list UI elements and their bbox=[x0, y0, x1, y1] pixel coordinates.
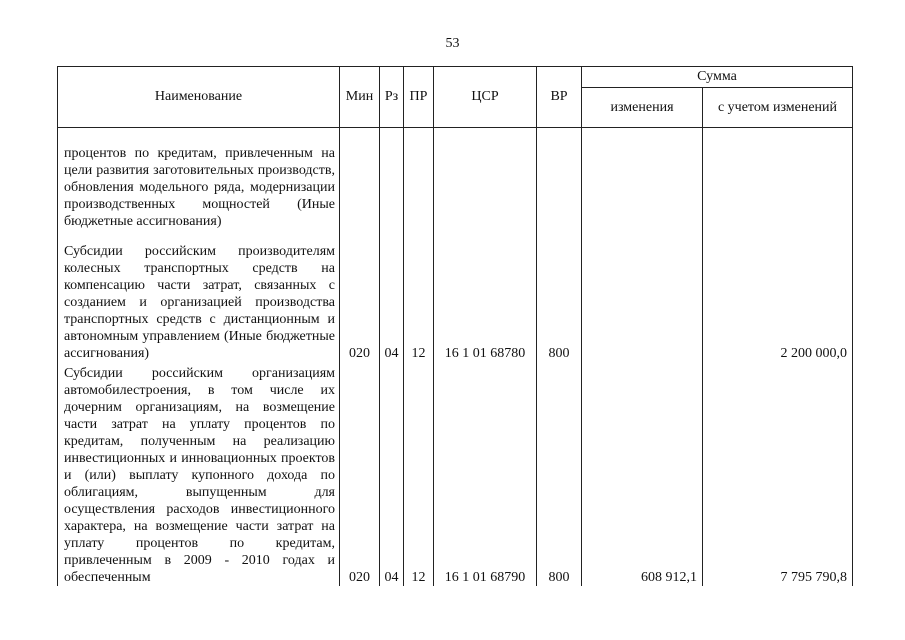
row-pr bbox=[404, 128, 434, 231]
table-row bbox=[58, 230, 853, 362]
row-min bbox=[340, 128, 380, 231]
row-csr: 16 1 01 68790 bbox=[434, 362, 537, 586]
row-name: Субсидии российским организациям автомобилестроения, в том числе их дочерним организациям, на возмещение части затрат на уплату процентов по кредитам, полученным на реализацию инвестиционных и инновационных проектов и (или) выплату купонного дохода по облигациям, выпущенным для осуществления расходов инвестиционного характера, на возмещение части затрат на уплату процентов по кредитам, привлеченным в 2009 - 2010 годах и обеспеченным bbox=[64, 366, 335, 585]
table-row bbox=[58, 128, 853, 231]
row-rz bbox=[380, 128, 404, 231]
header-change: изменения bbox=[582, 88, 703, 128]
row-vr: 800 bbox=[537, 230, 582, 362]
header-csr: ЦСР bbox=[434, 67, 537, 128]
row-min: 020 bbox=[340, 230, 380, 362]
row-vr bbox=[537, 128, 582, 231]
header-rz: Рз bbox=[380, 67, 404, 128]
row-csr: 16 1 01 68780 bbox=[434, 230, 537, 362]
row-with-change: 2 200 000,0 bbox=[703, 230, 853, 362]
header-vr: ВР bbox=[537, 67, 582, 128]
row-min: 020 bbox=[340, 362, 380, 586]
budget-table bbox=[57, 66, 853, 586]
row-vr: 800 bbox=[537, 362, 582, 586]
header-sum: Сумма bbox=[582, 67, 853, 88]
row-pr: 12 bbox=[404, 230, 434, 362]
row-pr: 12 bbox=[404, 362, 434, 586]
row-change bbox=[582, 230, 703, 362]
header-min: Мин bbox=[340, 67, 380, 128]
row-with-change bbox=[703, 128, 853, 231]
header-name: Наименование bbox=[58, 67, 340, 128]
header-pr: ПР bbox=[404, 67, 434, 128]
row-name: процентов по кредитам, привлеченным на цели развития заготовительных производств, обновления модельного ряда, модернизации производственных мощностей (Иные бюджетные ассигнования) bbox=[64, 146, 335, 229]
row-change bbox=[582, 128, 703, 231]
row-rz: 04 bbox=[380, 230, 404, 362]
row-rz: 04 bbox=[380, 362, 404, 586]
table-row bbox=[58, 362, 853, 586]
row-with-change: 7 795 790,8 bbox=[703, 362, 853, 586]
page-number: 53 bbox=[445, 36, 460, 51]
header-with-change: с учетом изменений bbox=[703, 88, 853, 128]
row-csr bbox=[434, 128, 537, 231]
row-name: Субсидии российским производителям колесных транспортных средств на компенсацию части затрат, связанных с созданием и организацией производства транспортных средств с дистанционным и автономным управлением (Иные бюджетные ассигнования) bbox=[64, 244, 335, 361]
row-change: 608 912,1 bbox=[582, 362, 703, 586]
